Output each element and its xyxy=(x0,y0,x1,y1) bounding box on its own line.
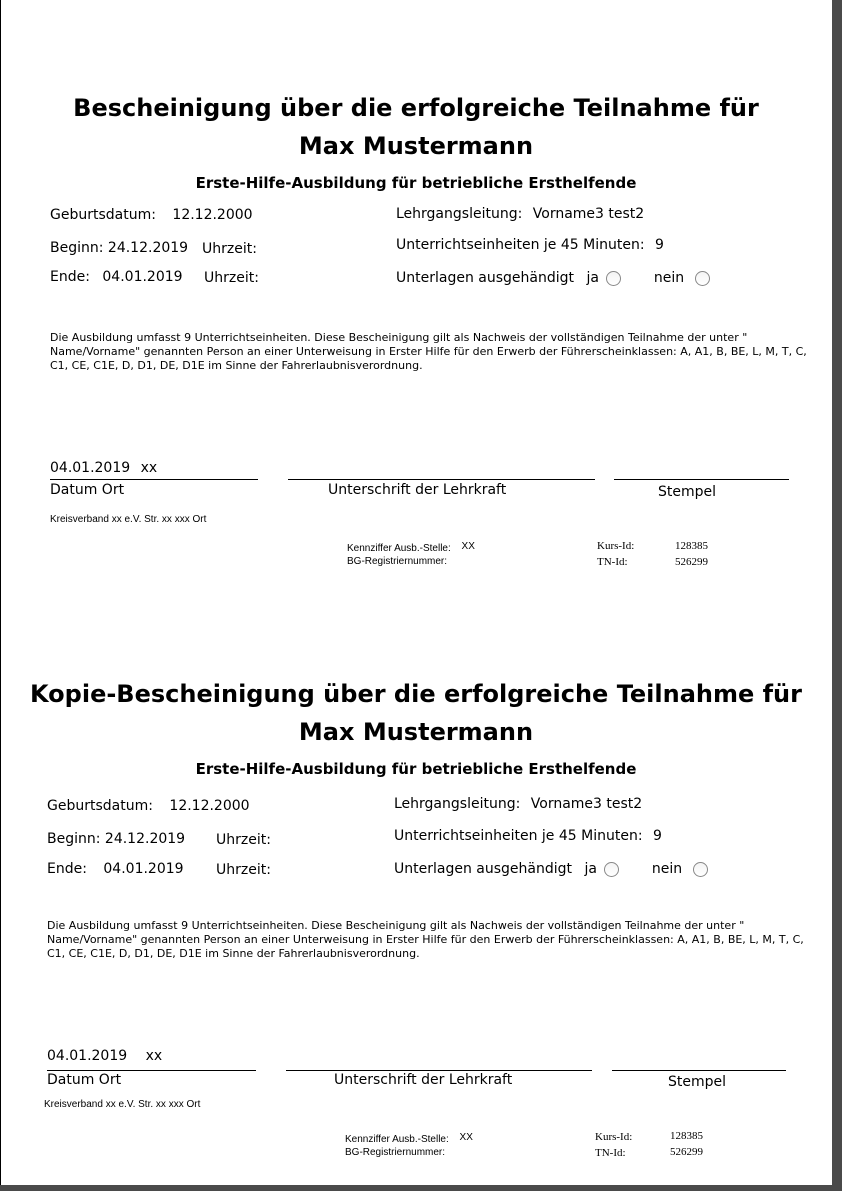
date-place-line xyxy=(47,1070,256,1071)
documents-handed-label: Unterlagen ausgehändigt xyxy=(394,861,572,877)
birth-date-label: Geburtsdatum: xyxy=(50,207,156,223)
course-lead-label: Lehrgangsleitung: xyxy=(396,206,523,222)
date-place-entry xyxy=(47,1048,162,1064)
participant-id-value: 526299 xyxy=(670,1146,703,1158)
course-description: Die Ausbildung umfasst 9 Unterrichtseinheiten. Diese Bescheinigung gilt als Nachweis der vollständigen Teilnahme der unter " Name/Vorname" genannten Person an einer Unterweisung in Erster Hilfe für den Erwerb der Führerscheinklassen: A, A1, B, BE, L, M, T, C, C1, CE, C1E, D, D1, DE, D1E im Sinne der Fahrerlaubnisverordnung. xyxy=(50,331,807,372)
date-value: 04.01.2019 xyxy=(50,460,131,476)
bg-registration-label: BG-Registriernummer: xyxy=(347,556,448,567)
documents-handed-label: Unterlagen ausgehändigt xyxy=(396,270,574,286)
no-radio[interactable] xyxy=(693,862,708,877)
signature-label: Unterschrift der Lehrkraft xyxy=(334,1072,513,1088)
kennziffer-row xyxy=(345,1132,473,1145)
begin-time-label: Uhrzeit: xyxy=(216,832,271,848)
page-border-bottom xyxy=(0,1185,842,1191)
teaching-units-row xyxy=(396,237,664,253)
kennziffer-label: Kennziffer Ausb.-Stelle: xyxy=(345,1134,449,1145)
end-row xyxy=(50,269,183,285)
end-value: 04.01.2019 xyxy=(102,269,183,285)
date-value: 04.01.2019 xyxy=(47,1048,128,1064)
date-place-label: Datum Ort xyxy=(50,482,125,498)
stamp-line xyxy=(614,479,789,480)
bg-registration-label: BG-Registriernummer: xyxy=(345,1147,446,1158)
place-value: xx xyxy=(140,460,158,476)
end-row xyxy=(47,861,184,877)
begin-label: Beginn: xyxy=(47,831,101,847)
documents-handed-row xyxy=(394,861,708,877)
signature-line xyxy=(286,1070,592,1071)
course-id-label: Kurs-Id: xyxy=(595,1131,633,1143)
documents-handed-row xyxy=(396,270,710,286)
course-id-value: 128385 xyxy=(670,1130,703,1142)
begin-value: 24.12.2019 xyxy=(107,240,189,256)
begin-value: 24.12.2019 xyxy=(104,831,186,847)
signature-label: Unterschrift der Lehrkraft xyxy=(328,482,507,498)
course-lead-value: Vorname3 test2 xyxy=(532,206,645,222)
course-id-label: Kurs-Id: xyxy=(597,540,635,552)
stamp-line xyxy=(612,1070,786,1071)
begin-row xyxy=(47,831,185,847)
yes-option-label: ja xyxy=(584,861,597,877)
teaching-units-label: Unterrichtseinheiten je 45 Minuten: xyxy=(396,237,645,253)
date-place-line xyxy=(50,479,258,480)
page-border-right xyxy=(832,0,842,1191)
no-option-label: nein xyxy=(653,270,685,286)
organization-address: Kreisverband xx e.V. Str. xx xxx Ort xyxy=(44,1099,201,1110)
certificate-original xyxy=(0,0,832,600)
end-value: 04.01.2019 xyxy=(103,861,184,877)
place-value: xx xyxy=(145,1048,163,1064)
begin-row xyxy=(50,240,188,256)
stamp-label: Stempel xyxy=(668,1074,727,1090)
kennziffer-value: XX xyxy=(459,1132,473,1143)
begin-time-label: Uhrzeit: xyxy=(202,241,257,257)
course-lead-row xyxy=(396,206,644,222)
yes-radio[interactable] xyxy=(604,862,619,877)
certificate-title: Bescheinigung über die erfolgreiche Teilnahme für xyxy=(73,94,759,122)
no-radio[interactable] xyxy=(695,271,710,286)
kennziffer-row xyxy=(347,541,475,554)
begin-label: Beginn: xyxy=(50,240,104,256)
teaching-units-row xyxy=(394,828,662,844)
course-subtitle: Erste-Hilfe-Ausbildung für betriebliche Ersthelfende xyxy=(195,174,637,192)
no-option-label: nein xyxy=(651,861,683,877)
end-time-label: Uhrzeit: xyxy=(216,862,271,878)
participant-name: Max Mustermann xyxy=(298,132,534,160)
birth-date-row xyxy=(50,207,253,223)
participant-id-label: TN-Id: xyxy=(595,1147,626,1159)
teaching-units-label: Unterrichtseinheiten je 45 Minuten: xyxy=(394,828,643,844)
participant-name: Max Mustermann xyxy=(298,718,534,746)
end-time-label: Uhrzeit: xyxy=(204,270,259,286)
birth-date-label: Geburtsdatum: xyxy=(47,798,153,814)
birth-date-row xyxy=(47,798,250,814)
birth-date-value: 12.12.2000 xyxy=(172,207,253,223)
kennziffer-value: XX xyxy=(461,541,475,552)
organization-address: Kreisverband xx e.V. Str. xx xxx Ort xyxy=(50,514,207,525)
teaching-units-value: 9 xyxy=(655,237,664,253)
participant-id-label: TN-Id: xyxy=(597,556,628,568)
course-lead-row xyxy=(394,796,642,812)
course-description: Die Ausbildung umfasst 9 Unterrichtseinheiten. Diese Bescheinigung gilt als Nachweis der vollständigen Teilnahme der unter " Name/Vorname" genannten Person an einer Unterweisung in Erster Hilfe für den Erwerb der Führerscheinklassen: A, A1, B, BE, L, M, T, C, C1, CE, C1E, D, D1, DE, D1E im Sinne der Fahrerlaubnisverordnung. xyxy=(47,919,804,960)
yes-option-label: ja xyxy=(586,270,599,286)
teaching-units-value: 9 xyxy=(653,828,662,844)
end-label: Ende: xyxy=(47,861,87,877)
yes-radio[interactable] xyxy=(606,271,621,286)
course-id-value: 128385 xyxy=(675,540,708,552)
certificate-copy xyxy=(0,590,832,1180)
participant-id-value: 526299 xyxy=(675,556,708,568)
end-label: Ende: xyxy=(50,269,90,285)
date-place-entry xyxy=(50,460,157,476)
course-lead-value: Vorname3 test2 xyxy=(530,796,643,812)
course-subtitle: Erste-Hilfe-Ausbildung für betriebliche Ersthelfende xyxy=(195,760,637,778)
stamp-label: Stempel xyxy=(658,484,717,500)
signature-line xyxy=(288,479,595,480)
birth-date-value: 12.12.2000 xyxy=(169,798,250,814)
date-place-label: Datum Ort xyxy=(47,1072,122,1088)
certificate-title: Kopie-Bescheinigung über die erfolgreiche Teilnahme für xyxy=(30,680,802,708)
course-lead-label: Lehrgangsleitung: xyxy=(394,796,521,812)
kennziffer-label: Kennziffer Ausb.-Stelle: xyxy=(347,543,451,554)
